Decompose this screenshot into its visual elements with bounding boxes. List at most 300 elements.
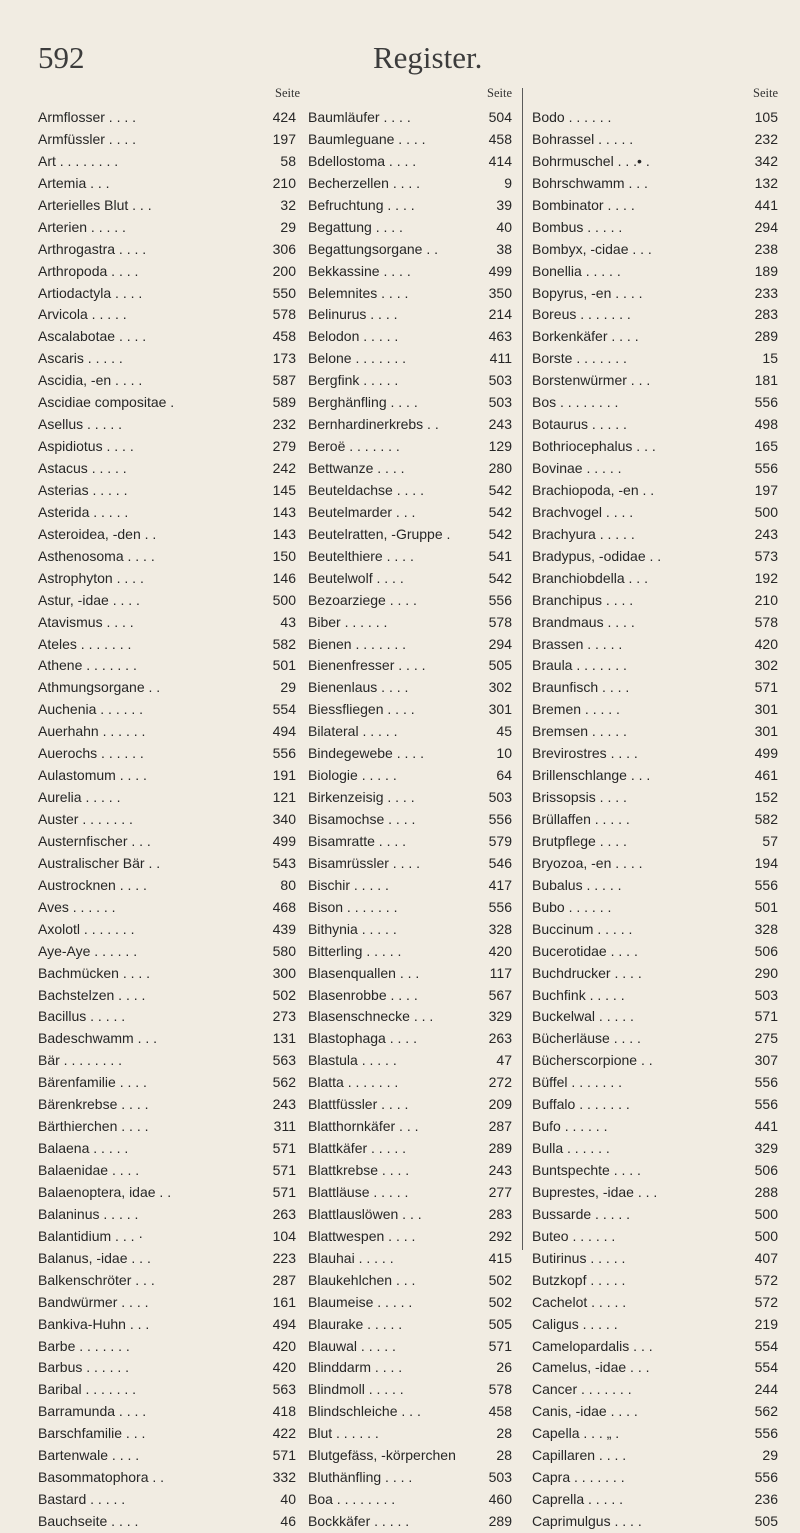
- index-page-number: 105: [754, 109, 778, 125]
- index-page-number: 121: [272, 789, 296, 806]
- index-page-number: 191: [272, 767, 296, 784]
- index-entry: [38, 1511, 304, 1533]
- index-entry: [532, 875, 782, 897]
- index-page-number: 263: [272, 1205, 296, 1222]
- index-page-number: 292: [488, 1227, 512, 1244]
- index-entry: [38, 348, 304, 370]
- index-term: Australischer Bär . .: [38, 854, 161, 871]
- index-entry: [38, 765, 304, 787]
- index-entry: [308, 1467, 516, 1489]
- index-entry: [308, 326, 516, 348]
- index-entry: [38, 1357, 304, 1379]
- index-entry: [38, 436, 304, 458]
- index-entry: [308, 743, 516, 765]
- index-page-number: 571: [272, 1140, 296, 1157]
- index-page-number: 132: [754, 174, 778, 191]
- index-entry: [38, 787, 304, 809]
- index-term: Aves . . . . . .: [38, 898, 116, 915]
- index-term: Art . . . . . . . .: [38, 152, 119, 169]
- index-term: Canis, -idae . . . .: [532, 1403, 638, 1420]
- index-entry: [308, 436, 516, 458]
- index-term: Belodon . . . . .: [308, 328, 399, 345]
- index-entry: [308, 1270, 516, 1292]
- index-term: Branchiobdella . . .: [532, 569, 648, 586]
- index-term: Cancer . . . . . . .: [532, 1381, 632, 1398]
- index-page-number: 503: [488, 1469, 512, 1486]
- index-page-number: 173: [272, 350, 296, 367]
- index-page-number: 556: [754, 1469, 778, 1486]
- index-page-number: 556: [488, 811, 512, 827]
- index-term: Buchdrucker . . . .: [532, 964, 642, 981]
- index-entry: [38, 480, 304, 502]
- index-entry: [308, 1357, 516, 1379]
- index-term: Bluthänfling . . . .: [308, 1469, 413, 1486]
- index-page-number: 578: [488, 1381, 512, 1398]
- index-entry: [308, 1226, 516, 1248]
- index-entry: [532, 480, 782, 502]
- index-term: Braula . . . . . . .: [532, 657, 627, 674]
- index-page-number: 350: [488, 284, 512, 301]
- index-page-number: 554: [272, 701, 296, 718]
- index-entry: [532, 1379, 782, 1401]
- index-term: Blasenrobbe . . . .: [308, 986, 418, 1003]
- index-entry: [308, 655, 516, 677]
- index-entry: [532, 1445, 782, 1467]
- index-term: Balkenschröter . . .: [38, 1271, 155, 1288]
- index-page-number: 424: [272, 109, 296, 125]
- index-entry: [38, 195, 304, 217]
- index-entry: [38, 326, 304, 348]
- index-page-number: 499: [754, 745, 778, 762]
- index-page-number: 500: [754, 1227, 778, 1244]
- index-page-number: 572: [754, 1293, 778, 1310]
- index-entry: [38, 261, 304, 283]
- index-page-number: 29: [280, 218, 296, 235]
- index-entry: [308, 1094, 516, 1116]
- index-term: Capra . . . . . . .: [532, 1469, 625, 1486]
- index-entry: [532, 809, 782, 831]
- index-entry: [308, 1116, 516, 1138]
- index-page-number: 546: [488, 854, 512, 871]
- index-entry: [308, 261, 516, 283]
- index-page-number: 468: [272, 898, 296, 915]
- index-entry: [38, 985, 304, 1007]
- index-entry: [308, 107, 516, 129]
- index-page-number: 302: [488, 679, 512, 696]
- index-term: Belemnites . . . .: [308, 284, 409, 301]
- index-term: Blattlauslöwen . . .: [308, 1205, 422, 1222]
- index-page-number: 543: [272, 854, 296, 871]
- index-term: Bradypus, -odidae . .: [532, 547, 662, 564]
- index-term: Barbus . . . . . .: [38, 1359, 130, 1376]
- index-entry: [532, 1138, 782, 1160]
- index-page-number: 210: [272, 174, 296, 191]
- index-page-number: 460: [488, 1491, 512, 1508]
- index-term: Branchipus . . . .: [532, 591, 634, 608]
- index-term: Asteroidea, -den . .: [38, 525, 157, 542]
- index-entry: [38, 1050, 304, 1072]
- index-term: Buckelwal . . . . .: [532, 1008, 634, 1025]
- index-entry: [38, 1226, 304, 1248]
- index-entry: [308, 809, 516, 831]
- index-page-number: 411: [489, 350, 512, 367]
- index-term: Bufo . . . . . .: [532, 1118, 608, 1135]
- index-entry: [532, 941, 782, 963]
- index-term: Artemia . . .: [38, 174, 110, 191]
- index-entry: [308, 590, 516, 612]
- index-entry: [532, 436, 782, 458]
- index-page-number: 301: [488, 701, 512, 718]
- index-term: Blutgefäss, -körperchen: [308, 1447, 456, 1464]
- index-page-number: 273: [272, 1008, 296, 1025]
- index-entry: [532, 985, 782, 1007]
- index-term: Bienen . . . . . . .: [308, 635, 407, 652]
- index-entry: [38, 1336, 304, 1358]
- index-term: Beutelwolf . . . .: [308, 569, 404, 586]
- index-term: Bachstelzen . . . .: [38, 986, 146, 1003]
- index-page-number: 290: [754, 964, 778, 981]
- index-term: Bärenfamilie . . . .: [38, 1074, 147, 1091]
- index-entry: [38, 392, 304, 414]
- index-entry: [38, 1489, 304, 1511]
- index-term: Blaukehlchen . . .: [308, 1271, 416, 1288]
- index-entry: [308, 1423, 516, 1445]
- index-term: Bilateral . . . . .: [308, 723, 398, 740]
- index-entry: [308, 787, 516, 809]
- index-term: Auerochs . . . . . .: [38, 745, 144, 762]
- index-entry: [532, 217, 782, 239]
- index-page-number: 589: [272, 394, 296, 411]
- index-term: Capella . . . „ .: [532, 1425, 620, 1442]
- index-columns: [0, 86, 800, 1529]
- index-page-number: 29: [280, 679, 296, 696]
- index-page-number: 232: [754, 130, 778, 147]
- index-entry: [532, 129, 782, 151]
- index-term: Bisamratte . . . .: [308, 832, 407, 849]
- index-term: Ascalabotae . . . .: [38, 328, 147, 345]
- index-term: Blattkäfer . . . . .: [308, 1140, 407, 1157]
- index-term: Aye-Aye . . . . . .: [38, 942, 138, 959]
- index-term: Ascaris . . . . .: [38, 350, 123, 367]
- index-page-number: 289: [754, 328, 778, 345]
- index-term: Buteo . . . . . .: [532, 1227, 616, 1244]
- index-term: Aulastomum . . . .: [38, 767, 147, 784]
- index-page-number: 194: [754, 854, 778, 871]
- index-page-number: 277: [488, 1183, 512, 1200]
- index-page-number: 283: [754, 306, 778, 323]
- index-entry: [532, 568, 782, 590]
- index-entry: [308, 1072, 516, 1094]
- index-entry: [38, 414, 304, 436]
- index-page-number: 541: [488, 547, 512, 564]
- index-entry: [308, 1379, 516, 1401]
- index-term: Beuteldachse . . . .: [308, 481, 424, 498]
- index-term: Blattwespen . . . .: [308, 1227, 416, 1244]
- index-page-number: 556: [754, 460, 778, 476]
- index-entry: [38, 546, 304, 568]
- index-term: Baumläufer . . . .: [308, 109, 411, 125]
- index-page-number: 571: [754, 679, 778, 696]
- index-page-number: 300: [272, 964, 296, 981]
- index-entry: [308, 985, 516, 1007]
- index-term: Brassen . . . . .: [532, 635, 623, 652]
- index-term: Bischir . . . . .: [308, 876, 389, 893]
- index-term: Bezoarziege . . . .: [308, 591, 417, 608]
- index-term: Blaumeise . . . . .: [308, 1293, 413, 1310]
- index-page-number: 441: [754, 1118, 778, 1135]
- index-page-number: 104: [272, 1227, 296, 1244]
- index-page-number: 542: [488, 481, 512, 498]
- index-term: Austernfischer . . .: [38, 832, 151, 849]
- index-term: Blauhai . . . . .: [308, 1249, 394, 1266]
- index-page-number: 505: [488, 1315, 512, 1332]
- index-entry: [308, 173, 516, 195]
- index-page-number: 39: [496, 196, 512, 213]
- index-term: Becherzellen . . . .: [308, 174, 421, 191]
- index-term: Begattungsorgane . .: [308, 240, 438, 257]
- index-entry: [308, 612, 516, 634]
- index-page-number: 243: [754, 525, 778, 542]
- index-page-number: 578: [488, 613, 512, 630]
- index-term: Buchfink . . . . .: [532, 986, 625, 1003]
- index-page-number: 9: [504, 174, 512, 191]
- index-entry: [308, 502, 516, 524]
- index-entry: [38, 217, 304, 239]
- index-entry: [38, 963, 304, 985]
- index-term: Blaurake . . . . .: [308, 1315, 403, 1332]
- index-entry: [308, 831, 516, 853]
- index-entry: [38, 853, 304, 875]
- index-entry: [308, 765, 516, 787]
- index-term: Baumleguane . . . .: [308, 130, 426, 147]
- index-term: Brutpflege . . . .: [532, 832, 627, 849]
- index-term: Asterias . . . . .: [38, 481, 128, 498]
- index-term: Bombinator . . . .: [532, 196, 635, 213]
- index-entry: [308, 875, 516, 897]
- index-entry: [308, 1006, 516, 1028]
- index-page-number: 294: [754, 218, 778, 235]
- index-entry: [38, 1445, 304, 1467]
- index-page-number: 29: [762, 1447, 778, 1464]
- index-entry: [308, 129, 516, 151]
- index-entry: [38, 1160, 304, 1182]
- index-entry: [38, 634, 304, 656]
- index-entry: [532, 1336, 782, 1358]
- index-entry: [308, 348, 516, 370]
- index-page-number: 307: [754, 1052, 778, 1069]
- index-entry: [308, 1050, 516, 1072]
- index-term: Bohrassel . . . . .: [532, 130, 634, 147]
- index-entry: [308, 1489, 516, 1511]
- index-page-number: 214: [488, 306, 512, 323]
- index-term: Blatthornkäfer . . .: [308, 1118, 419, 1135]
- index-page-number: 418: [272, 1403, 296, 1420]
- index-page-number: 582: [272, 635, 296, 652]
- index-term: Biologie . . . . .: [308, 767, 397, 784]
- index-page-number: 288: [754, 1183, 778, 1200]
- index-term: Bärenkrebse . . . .: [38, 1096, 149, 1113]
- column-heading: Seite: [487, 86, 512, 100]
- index-page-number: 131: [272, 1030, 296, 1047]
- index-term: Balaenoptera, idae . .: [38, 1183, 172, 1200]
- index-page-number: 306: [272, 240, 296, 257]
- index-page-number: 587: [272, 372, 296, 389]
- index-entry: [532, 151, 782, 173]
- index-entry: [532, 524, 782, 546]
- index-entry: [308, 963, 516, 985]
- index-page-number: 420: [754, 635, 778, 652]
- index-entry: [308, 414, 516, 436]
- index-page-number: 578: [272, 306, 296, 323]
- index-entry: [532, 1489, 782, 1511]
- index-page-number: 200: [272, 262, 296, 279]
- index-entry: [308, 1160, 516, 1182]
- index-page-number: 46: [280, 1513, 296, 1529]
- index-page-number: 571: [272, 1162, 296, 1178]
- index-page-number: 463: [488, 328, 512, 345]
- index-term: Buntspechte . . . .: [532, 1162, 641, 1178]
- index-entry: [532, 1292, 782, 1314]
- index-page-number: 28: [496, 1447, 512, 1464]
- index-page-number: 502: [488, 1271, 512, 1288]
- index-entry: [532, 743, 782, 765]
- index-page-number: 571: [754, 1008, 778, 1025]
- index-term: Butzkopf . . . . .: [532, 1271, 626, 1288]
- column-divider: [522, 88, 523, 1250]
- index-entry: [38, 743, 304, 765]
- index-entry: [38, 919, 304, 941]
- index-term: Badeschwamm . . .: [38, 1030, 158, 1047]
- index-term: Caligus . . . . .: [532, 1315, 618, 1332]
- index-page-number: 578: [754, 613, 778, 630]
- index-page-number: 556: [754, 394, 778, 411]
- index-entry: [38, 502, 304, 524]
- index-term: Bopyrus, -en . . . .: [532, 284, 643, 301]
- index-page-number: 580: [272, 942, 296, 959]
- index-entry: [308, 721, 516, 743]
- index-term: Bisamochse . . . .: [308, 811, 416, 827]
- index-entry: [38, 370, 304, 392]
- index-entry: [308, 370, 516, 392]
- index-entry: [308, 1292, 516, 1314]
- index-page-number: 26: [496, 1359, 512, 1376]
- index-entry: [532, 721, 782, 743]
- index-page-number: 554: [754, 1337, 778, 1354]
- index-term: Birkenzeisig . . . .: [308, 789, 415, 806]
- index-term: Brüllaffen . . . . .: [532, 811, 630, 827]
- index-page-number: 342: [754, 152, 778, 169]
- index-page-number: 328: [488, 920, 512, 937]
- index-entry: [38, 1006, 304, 1028]
- index-page-number: 340: [272, 811, 296, 827]
- index-term: Aspidiotus . . . .: [38, 438, 134, 455]
- index-page-number: 294: [488, 635, 512, 652]
- index-entry: [38, 1314, 304, 1336]
- index-page-number: 494: [272, 1315, 296, 1332]
- index-entry: [532, 326, 782, 348]
- index-term: Bienenfresser . . . .: [308, 657, 426, 674]
- index-page-number: 40: [496, 218, 512, 235]
- index-page-number: 414: [488, 152, 512, 169]
- index-term: Astacus . . . . .: [38, 460, 127, 476]
- index-term: Bubo . . . . . .: [532, 898, 612, 915]
- index-entry: [532, 1226, 782, 1248]
- index-page-number: 47: [496, 1052, 512, 1069]
- index-entry: [532, 414, 782, 436]
- index-page-number: 420: [488, 942, 512, 959]
- index-page-number: 563: [272, 1381, 296, 1398]
- index-entry: [308, 1314, 516, 1336]
- index-term: Blattkrebse . . . .: [308, 1162, 410, 1178]
- index-page-number: 289: [488, 1140, 512, 1157]
- index-term: Bekkassine . . . .: [308, 262, 411, 279]
- index-term: Bücherläuse . . . .: [532, 1030, 641, 1047]
- index-page-number: 420: [272, 1337, 296, 1354]
- index-term: Bernhardinerkrebs . .: [308, 416, 439, 433]
- index-term: Bacillus . . . . .: [38, 1008, 126, 1025]
- index-page-number: 503: [754, 986, 778, 1003]
- index-entry: [308, 480, 516, 502]
- index-term: Beutelmarder . . .: [308, 503, 416, 520]
- page-number: 592: [38, 40, 85, 75]
- index-term: Bärthierchen . . . .: [38, 1118, 149, 1135]
- index-entry: [532, 458, 782, 480]
- index-page-number: 505: [488, 657, 512, 674]
- index-term: Botaurus . . . . .: [532, 416, 627, 433]
- index-page-number: 556: [488, 898, 512, 915]
- index-page-number: 502: [488, 1293, 512, 1310]
- index-entry: [38, 941, 304, 963]
- index-entry: [38, 677, 304, 699]
- index-term: Blauwal . . . . .: [308, 1337, 396, 1354]
- index-term: Buprestes, -idae . . .: [532, 1183, 658, 1200]
- index-term: Büffel . . . . . . .: [532, 1074, 623, 1091]
- index-entry: [38, 1248, 304, 1270]
- index-term: Bettwanze . . . .: [308, 460, 405, 476]
- index-term: Braunfisch . . . .: [532, 679, 630, 696]
- index-page-number: 494: [272, 723, 296, 740]
- index-page-number: 550: [272, 284, 296, 301]
- index-entry: [308, 151, 516, 173]
- index-term: Biber . . . . . .: [308, 613, 388, 630]
- index-page-number: 289: [488, 1513, 512, 1529]
- index-entry: [38, 875, 304, 897]
- index-entry: [532, 919, 782, 941]
- index-page-number: 500: [272, 591, 296, 608]
- index-term: Camelus, -idae . . .: [532, 1359, 650, 1376]
- index-entry: [308, 1336, 516, 1358]
- index-page-number: 503: [488, 372, 512, 389]
- index-page-number: 501: [754, 898, 778, 915]
- index-entry: [308, 217, 516, 239]
- index-entry: [532, 1423, 782, 1445]
- index-entry: [532, 699, 782, 721]
- index-term: Baribal . . . . . . .: [38, 1381, 137, 1398]
- index-page-number: 15: [762, 350, 778, 367]
- index-page-number: 556: [488, 591, 512, 608]
- index-page-number: 556: [754, 1074, 778, 1091]
- index-page-number: 500: [754, 1205, 778, 1222]
- index-page-number: 505: [754, 1513, 778, 1529]
- index-page-number: 563: [272, 1052, 296, 1069]
- index-entry: [38, 173, 304, 195]
- index-page-number: 242: [272, 460, 296, 476]
- index-term: Bohrschwamm . . .: [532, 174, 648, 191]
- index-page-number: 501: [272, 657, 296, 674]
- index-term: Arthropoda . . . .: [38, 262, 139, 279]
- page-title: Register.: [373, 40, 483, 75]
- index-term: Blut . . . . . .: [308, 1425, 379, 1442]
